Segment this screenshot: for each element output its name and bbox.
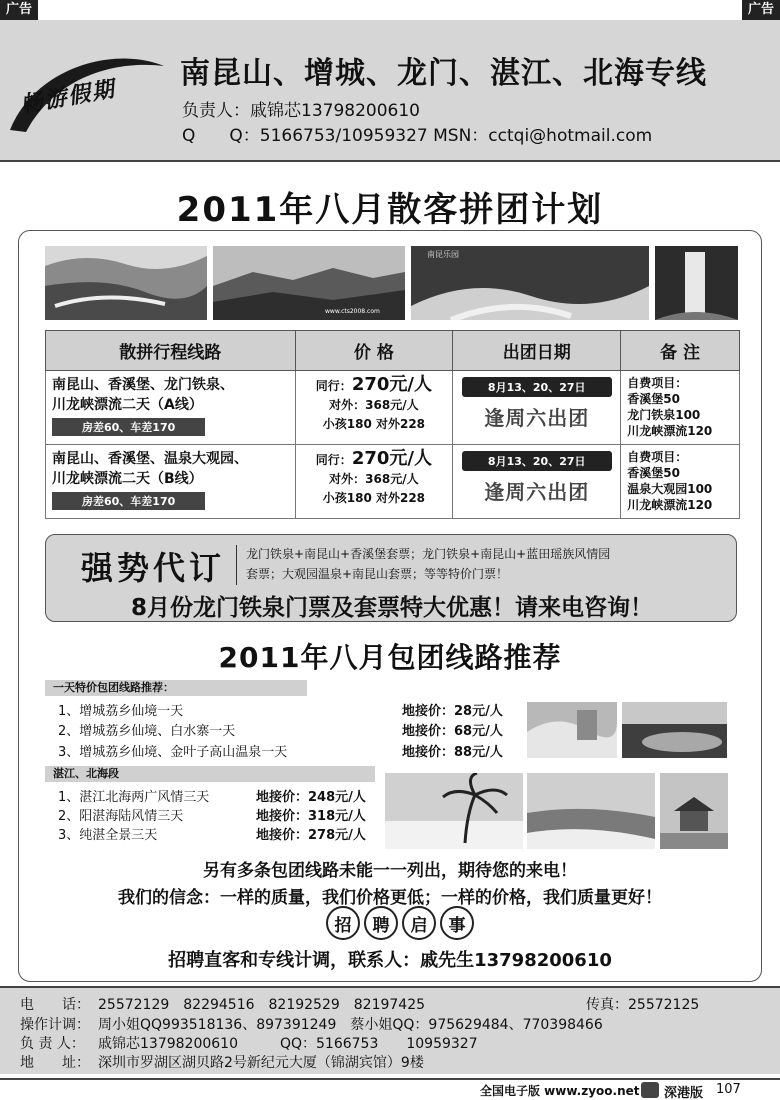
header-route: 散拼行程线路 [46, 331, 296, 371]
route-name: 川龙峡漂流二天（B线） [52, 471, 203, 487]
recruit-badge [326, 906, 474, 942]
price-public: 对外：368元/人 [329, 398, 419, 412]
photo-caption-park: 南昆乐园 [427, 250, 459, 259]
edition-label: 深港版 [664, 1086, 704, 1100]
footer-manager: 戚锦芯13798200610 QQ：5166753 10959327 [98, 1036, 478, 1052]
list-item-price: 地接价：68元/人 [402, 724, 503, 739]
recruit-char: 聘 [364, 906, 398, 940]
table-header-row [46, 331, 740, 371]
price-child: 小孩180 对外228 [322, 491, 426, 505]
footer-label: 操作计调： [20, 1017, 90, 1033]
list-item: 1、增城荔乡仙境一天 [58, 704, 184, 719]
list-item: 2、阳湛海陆风情三天 [58, 809, 184, 824]
agency-divider [236, 545, 237, 585]
footer-label: 负 责 人： [20, 1036, 85, 1052]
price-value: 270元/人 [351, 374, 432, 395]
note-item: 香溪堡50 [627, 392, 680, 406]
footer-contact [0, 986, 780, 1074]
note-item: 温泉大观园100 [627, 482, 713, 496]
zyoo-logo-icon [641, 1082, 659, 1098]
agency-desc: 龙门铁泉+南昆山+香溪堡套票；龙门铁泉+南昆山+蓝田瑶族风情园 [246, 547, 611, 561]
list-item-price: 地接价：28元/人 [402, 704, 503, 719]
route-name: 川龙峡漂流二天（A线） [52, 397, 203, 413]
list-item-price: 地接价：248元/人 [256, 790, 366, 805]
photo-mountains [213, 246, 405, 320]
table-row [46, 371, 740, 445]
photo-hot-spring [622, 702, 727, 758]
footer-label: 地 址： [20, 1055, 90, 1071]
photo-waterfall-rocks [411, 246, 649, 320]
header-date: 出团日期 [453, 331, 621, 371]
schedule-text: 逢周六出团 [484, 480, 590, 504]
section-label: 湛江、北海段 [45, 766, 375, 782]
recruit-line: 招聘直客和专线计调，联系人：戚先生13798200610 [168, 950, 612, 971]
agency-title: 强势代订 [81, 549, 226, 587]
group-title: 2011年八月包团线路推荐 [218, 641, 562, 674]
date-badge: 8月13、20、27日 [462, 451, 612, 471]
page-footer-bar [0, 1078, 780, 1100]
header-banner [0, 20, 780, 162]
note-title: 自费项目： [627, 376, 688, 390]
price-label: 同行： [315, 453, 352, 467]
list-item-price: 地接价：278元/人 [256, 828, 366, 843]
header-contact-im: Q Q：5166753/10959327 MSN：cctqi@hotmail.com [182, 126, 653, 146]
recruit-char: 事 [440, 906, 474, 940]
photo-palm-beach [385, 773, 523, 849]
surcharge-badge: 房差60、车差170 [52, 418, 205, 436]
note-item: 川龙峡漂流120 [627, 498, 713, 512]
photo-reservoir [45, 246, 207, 320]
list-item: 1、湛江北海两广风情三天 [58, 790, 210, 805]
footer-phone: 25572129 82294516 82192529 82197425 [98, 997, 426, 1013]
ad-tag-right: 广告 [742, 0, 780, 20]
note-title: 自费项目： [627, 450, 688, 464]
route-name: 南昆山、香溪堡、龙门铁泉、 [52, 377, 234, 393]
page-title: 2011年八月散客拼团计划 [176, 190, 604, 230]
date-badge: 8月13、20、27日 [462, 377, 612, 397]
photo-pavilion [660, 773, 728, 849]
photo-caption-website: www.cts2008.com [325, 308, 380, 315]
note-item: 香溪堡50 [627, 466, 680, 480]
site-url: 全国电子版 www.zyoo.net [480, 1084, 640, 1098]
footer-fax: 传真：25572125 [586, 997, 700, 1013]
message-more-routes: 另有多条包团线路未能一一列出，期待您的来电！ [203, 861, 577, 881]
footer-ops: 周小姐QQ993518136、897391249 蔡小姐QQ：975629484、770398466 [98, 1017, 603, 1033]
message-belief: 我们的信念：一样的质量，我们价格更低；一样的价格，我们质量更好！ [118, 888, 662, 908]
table-row [46, 445, 740, 519]
list-item-price: 地接价：318元/人 [256, 809, 366, 824]
recruit-char: 招 [326, 906, 360, 940]
route-name: 南昆山、香溪堡、温泉大观园、 [52, 451, 248, 467]
recruit-char: 启 [402, 906, 436, 940]
list-item: 2、增城荔乡仙境、白水寨一天 [58, 724, 236, 739]
photo-seashore [527, 773, 655, 849]
footer-address: 深圳市罗湖区湖贝路2号新纪元大厦（锦湖宾馆）9楼 [98, 1055, 424, 1071]
agency-desc: 套票；大观园温泉+南昆山套票；等等特价门票！ [246, 567, 509, 581]
header-note: 备 注 [621, 331, 740, 371]
header-title: 南昆山、增城、龙门、湛江、北海专线 [180, 56, 707, 91]
header-price: 价 格 [295, 331, 453, 371]
surcharge-badge: 房差60、车差170 [52, 492, 205, 510]
ad-tag-left: 广告 [0, 0, 38, 20]
price-child: 小孩180 对外228 [322, 417, 426, 431]
list-item-price: 地接价：88元/人 [402, 745, 503, 760]
header-contact-person: 负责人：戚锦芯13798200610 [182, 101, 420, 121]
photo-snow-park [527, 702, 617, 758]
price-public: 对外：368元/人 [329, 472, 419, 486]
page-number: 107 [716, 1082, 741, 1097]
footer-label: 电 话： [20, 997, 90, 1013]
logo-text: 畅游假期 [18, 75, 118, 119]
list-item: 3、增城荔乡仙境、金叶子高山温泉一天 [58, 745, 288, 760]
agency-box [45, 534, 737, 622]
note-item: 龙门铁泉100 [627, 408, 701, 422]
section-label: 一天特价包团线路推荐： [45, 680, 307, 696]
agency-promo: 8月份龙门铁泉门票及套票特大优惠！请来电咨询！ [130, 595, 653, 621]
price-label: 同行： [315, 379, 352, 393]
price-value: 270元/人 [351, 448, 432, 469]
schedule-text: 逢周六出团 [484, 406, 590, 430]
itinerary-table [45, 330, 740, 519]
list-item: 3、纯湛全景三天 [58, 828, 158, 843]
photo-waterfall [655, 246, 738, 320]
note-item: 川龙峡漂流120 [627, 424, 713, 438]
